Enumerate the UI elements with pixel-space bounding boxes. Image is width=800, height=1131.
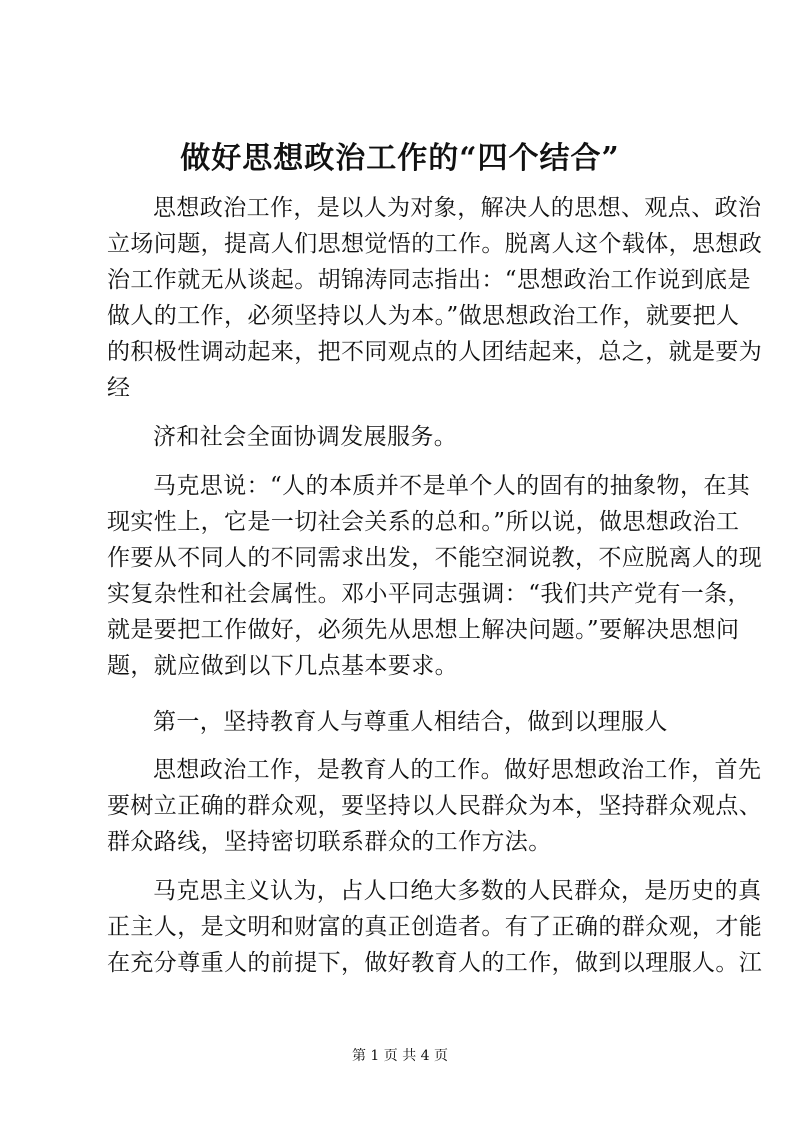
text-line: 做人的工作，必须坚持以人为本。”做思想政治工作，就要把人 (107, 303, 740, 329)
document-title: 做好思想政治工作的“四个结合” (180, 141, 620, 176)
text-line: 群众路线，坚持密切联系群众的工作方法。 (107, 829, 552, 855)
text-line: 正主人，是文明和财富的真正创造者。有了正确的群众观，才能 (107, 914, 763, 940)
text-line: 实复杂性和社会属性。邓小平同志强调：“我们共产党有一条， (107, 581, 751, 607)
text-line: 经 (107, 375, 131, 401)
text-line: 思想政治工作，是以人为对象，解决人的思想、观点、政治 (153, 195, 762, 221)
text-line: 治工作就无从谈起。胡锦涛同志指出：“思想政治工作说到底是 (107, 267, 751, 293)
text-line: 题，就应做到以下几点基本要求。 (107, 653, 458, 679)
text-line: 济和社会全面协调发展服务。 (153, 424, 458, 450)
section-heading: 第一，坚持教育人与尊重人相结合，做到以理服人 (153, 709, 668, 735)
text-line: 马克思说：“人的本质并不是单个人的固有的抽象物，在其 (153, 473, 751, 499)
text-line: 现实性上，它是一切社会关系的总和。”所以说，做思想政治工 (107, 509, 740, 535)
text-line: 立场问题，提高人们思想觉悟的工作。脱离人这个载体，思想政 (107, 231, 763, 257)
text-line: 马克思主义认为，占人口绝大多数的人民群众，是历史的真 (153, 878, 762, 904)
text-line: 在充分尊重人的前提下，做好教育人的工作，做到以理服人。江 (107, 950, 763, 976)
text-line: 作要从不同人的不同需求出发，不能空洞说教，不应脱离人的现 (107, 545, 763, 571)
text-line: 思想政治工作，是教育人的工作。做好思想政治工作，首先 (153, 757, 762, 783)
page-number: 第 1 页 共 4 页 (351, 1048, 449, 1064)
text-line: 要树立正确的群众观，要坚持以人民群众为本，坚持群众观点、 (107, 793, 763, 819)
text-line: 的积极性调动起来，把不同观点的人团结起来，总之，就是要为 (107, 339, 763, 365)
text-line: 就是要把工作做好，必须先从思想上解决问题。”要解决思想问 (107, 617, 740, 643)
